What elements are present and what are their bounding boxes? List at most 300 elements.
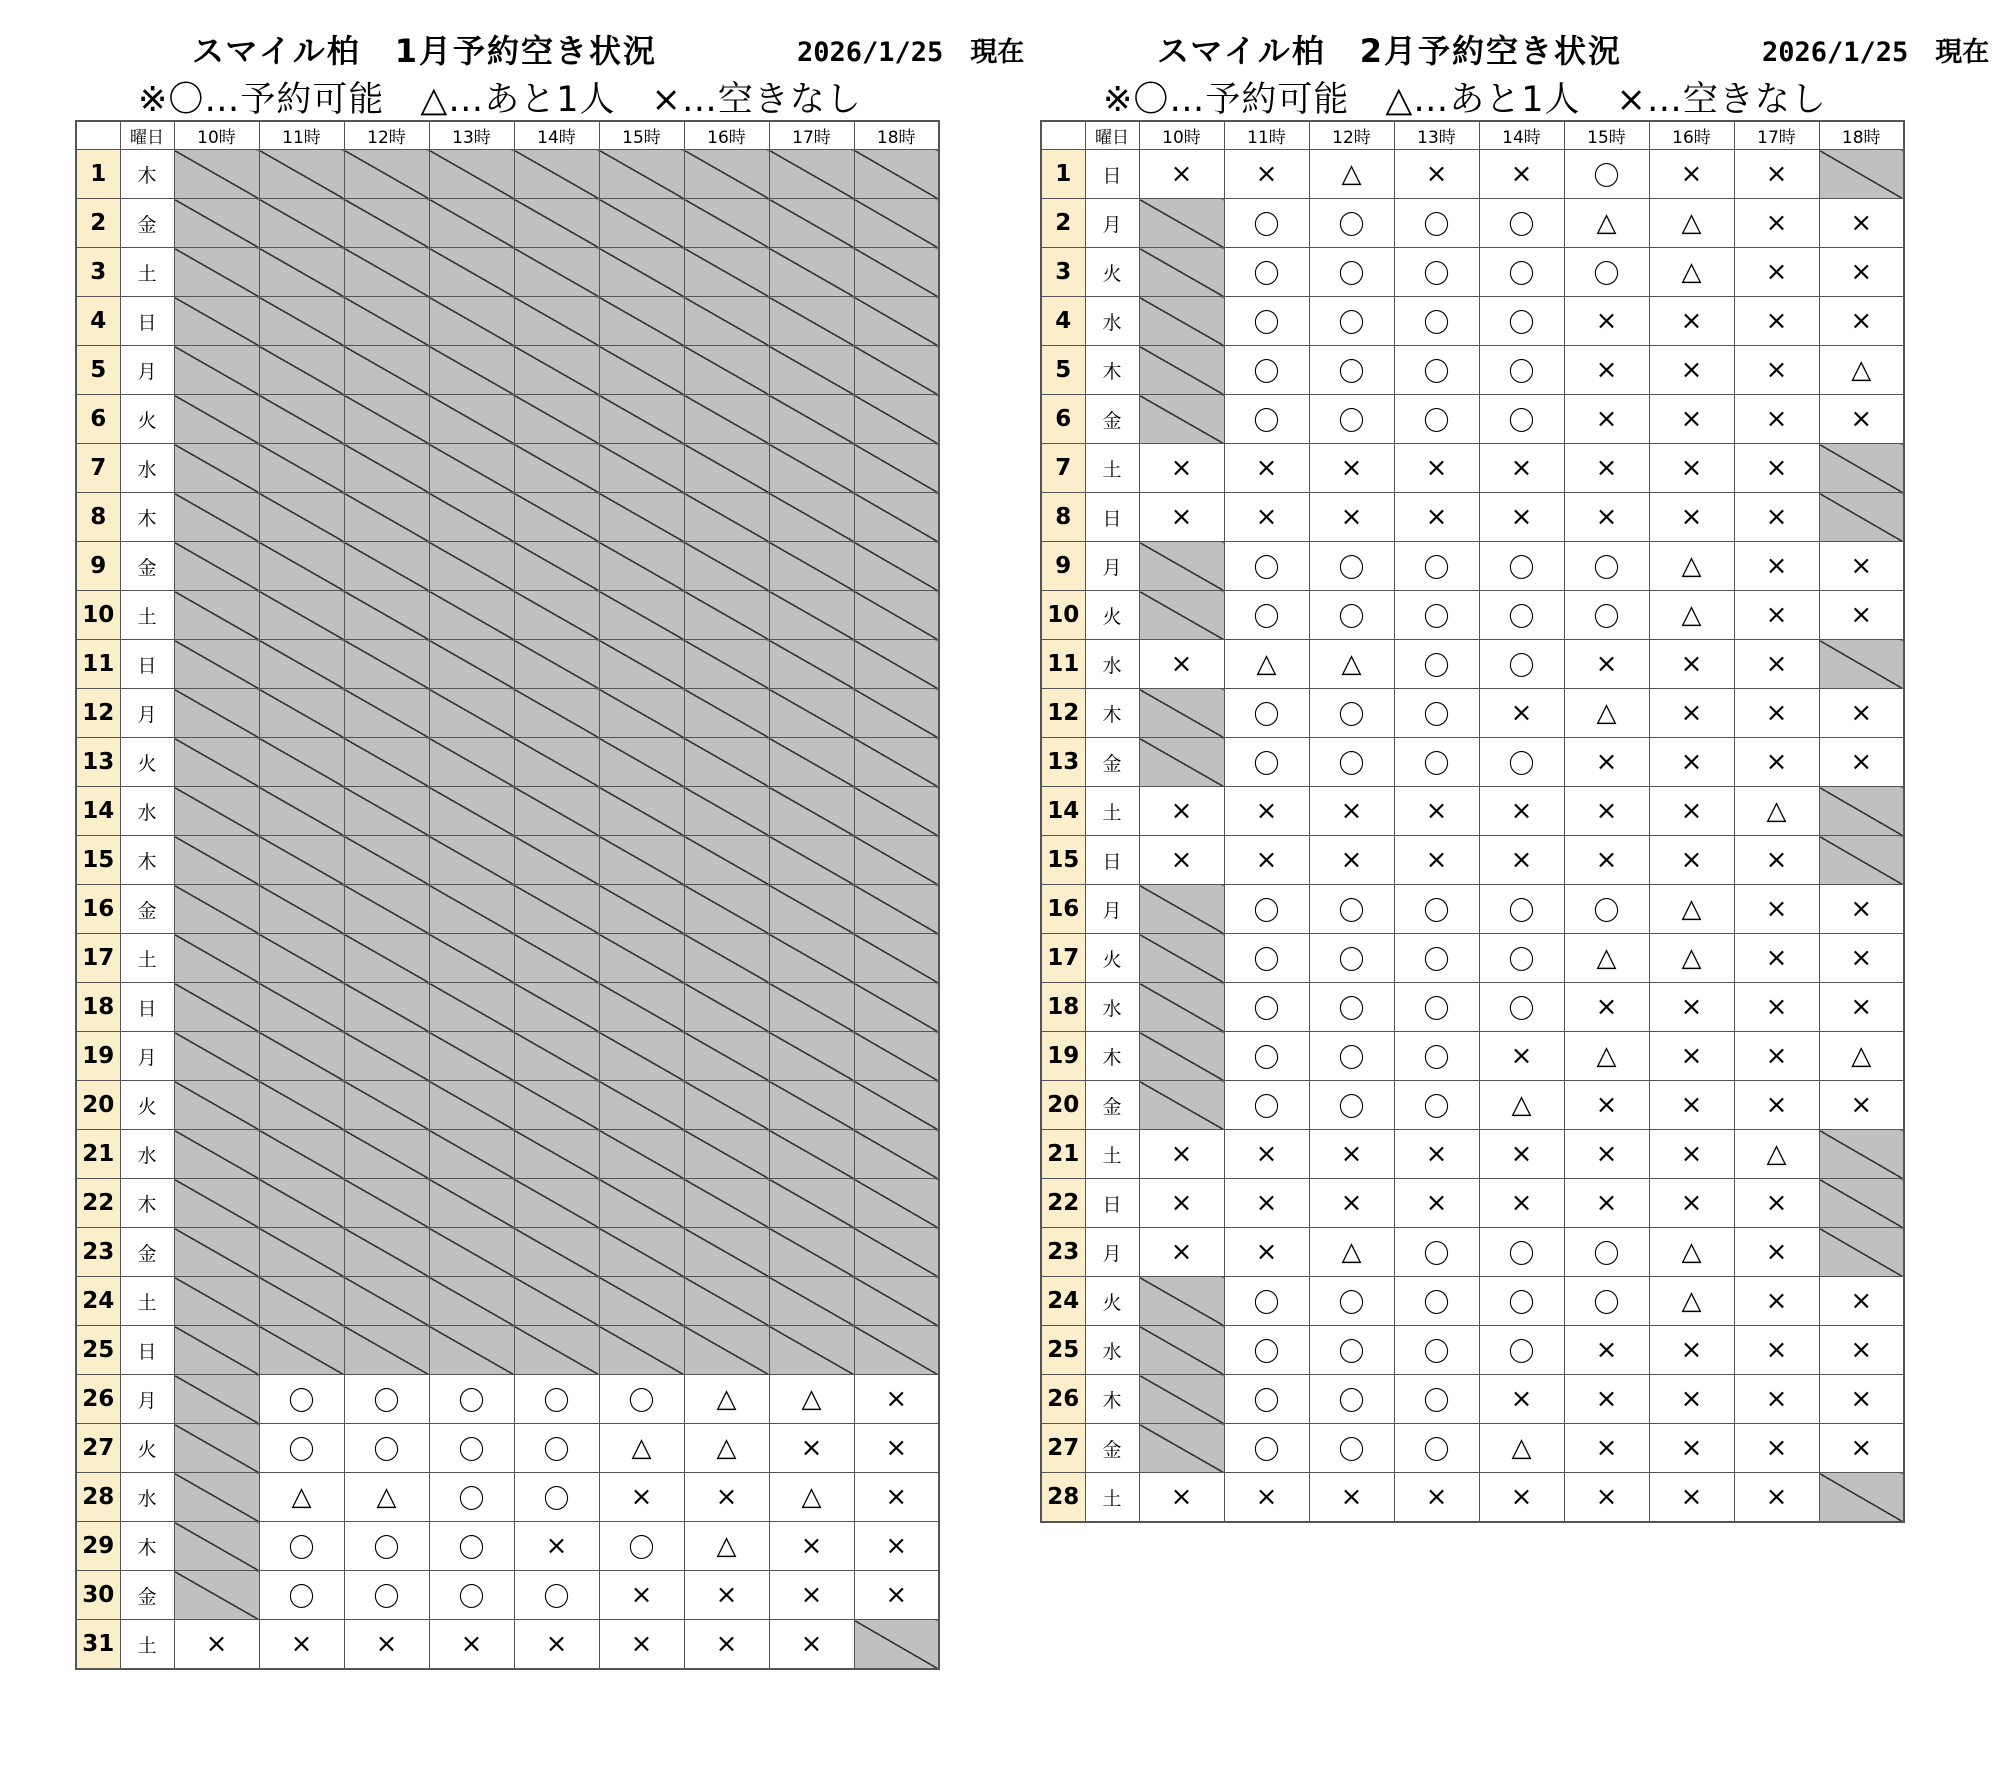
availability-slot: × [1819, 738, 1904, 787]
closed-slot [599, 542, 684, 591]
closed-slot [259, 934, 344, 983]
closed-slot [684, 297, 769, 346]
closed-slot [344, 1277, 429, 1326]
weekday-cell: 木 [1085, 1032, 1139, 1081]
day-row [1041, 1277, 1904, 1326]
closed-slot [259, 1228, 344, 1277]
closed-slot [769, 1228, 854, 1277]
weekday-cell: 月 [1085, 199, 1139, 248]
closed-slot [854, 444, 939, 493]
closed-slot [429, 444, 514, 493]
availability-slot: × [1734, 1473, 1819, 1523]
weekday-cell: 月 [120, 1032, 174, 1081]
availability-slot: △ [1309, 1228, 1394, 1277]
availability-slot: 〇 [1224, 542, 1309, 591]
closed-slot [259, 493, 344, 542]
availability-slot: × [1564, 1081, 1649, 1130]
availability-slot: 〇 [1394, 983, 1479, 1032]
weekday-cell: 火 [120, 395, 174, 444]
closed-slot [174, 444, 259, 493]
day-number: 27 [76, 1424, 120, 1473]
availability-slot: 〇 [429, 1473, 514, 1522]
day-number: 5 [76, 346, 120, 395]
day-row [76, 493, 939, 542]
day-row [1041, 983, 1904, 1032]
availability-slot: 〇 [1479, 1228, 1564, 1277]
availability-slot: × [599, 1571, 684, 1620]
availability-slot: × [1734, 1179, 1819, 1228]
closed-slot [259, 248, 344, 297]
closed-slot [344, 591, 429, 640]
availability-slot: 〇 [1224, 199, 1309, 248]
closed-slot [344, 787, 429, 836]
hour-header: 16時 [684, 121, 769, 150]
weekday-cell: 土 [1085, 787, 1139, 836]
day-number: 21 [76, 1130, 120, 1179]
availability-slot: × [1564, 444, 1649, 493]
day-number: 8 [76, 493, 120, 542]
availability-slot: × [1309, 444, 1394, 493]
weekday-cell: 金 [1085, 1081, 1139, 1130]
availability-slot: 〇 [259, 1424, 344, 1473]
day-number: 16 [1041, 885, 1085, 934]
day-row [76, 1032, 939, 1081]
day-row [1041, 542, 1904, 591]
availability-slot: 〇 [1564, 542, 1649, 591]
hour-header: 10時 [174, 121, 259, 150]
closed-slot [514, 738, 599, 787]
closed-slot [514, 591, 599, 640]
closed-slot [854, 1032, 939, 1081]
closed-slot [769, 1081, 854, 1130]
closed-slot [259, 689, 344, 738]
availability-slot: × [1139, 1179, 1224, 1228]
day-row [1041, 444, 1904, 493]
day-row [76, 738, 939, 787]
weekday-cell: 木 [120, 836, 174, 885]
availability-slot: × [1819, 1424, 1904, 1473]
weekday-cell: 木 [1085, 346, 1139, 395]
availability-slot: 〇 [1564, 1277, 1649, 1326]
weekday-cell: 月 [1085, 542, 1139, 591]
day-number: 5 [1041, 346, 1085, 395]
closed-slot [854, 836, 939, 885]
availability-slot: 〇 [1224, 885, 1309, 934]
day-number: 7 [1041, 444, 1085, 493]
closed-slot [599, 150, 684, 199]
hour-header: 14時 [1479, 121, 1564, 150]
hour-header: 13時 [1394, 121, 1479, 150]
closed-slot [599, 1081, 684, 1130]
availability-slot: × [769, 1620, 854, 1670]
availability-slot: 〇 [1394, 1277, 1479, 1326]
closed-slot [769, 1326, 854, 1375]
availability-slot: △ [769, 1473, 854, 1522]
day-row [1041, 493, 1904, 542]
january-title: スマイル柏 1月予約空き状況 [192, 32, 657, 70]
closed-slot [769, 346, 854, 395]
closed-slot [684, 542, 769, 591]
weekday-cell: 火 [1085, 1277, 1139, 1326]
closed-slot [1139, 934, 1224, 983]
availability-slot: × [1479, 787, 1564, 836]
availability-slot: 〇 [1224, 395, 1309, 444]
hour-header: 18時 [854, 121, 939, 150]
availability-slot: △ [1649, 542, 1734, 591]
availability-slot: 〇 [1394, 395, 1479, 444]
closed-slot [344, 297, 429, 346]
day-row [76, 199, 939, 248]
availability-slot: △ [1649, 248, 1734, 297]
availability-slot: × [1479, 689, 1564, 738]
availability-slot: × [1139, 444, 1224, 493]
closed-slot [684, 1179, 769, 1228]
hour-header: 11時 [259, 121, 344, 150]
availability-slot: × [1479, 1032, 1564, 1081]
availability-slot: △ [684, 1375, 769, 1424]
availability-slot: × [1139, 1473, 1224, 1523]
closed-slot [429, 542, 514, 591]
availability-slot: × [1734, 199, 1819, 248]
closed-slot [429, 1277, 514, 1326]
availability-slot: 〇 [344, 1522, 429, 1571]
closed-slot [429, 836, 514, 885]
day-number: 27 [1041, 1424, 1085, 1473]
closed-slot [769, 1130, 854, 1179]
day-number: 29 [76, 1522, 120, 1571]
day-number: 6 [76, 395, 120, 444]
weekday-cell: 土 [120, 934, 174, 983]
availability-slot: × [1819, 689, 1904, 738]
day-number: 28 [1041, 1473, 1085, 1523]
closed-slot [599, 1179, 684, 1228]
weekday-cell: 金 [120, 1571, 174, 1620]
closed-slot [769, 395, 854, 444]
day-number: 3 [76, 248, 120, 297]
closed-slot [684, 787, 769, 836]
day-row [76, 150, 939, 199]
availability-slot: × [344, 1620, 429, 1670]
availability-slot: × [259, 1620, 344, 1670]
day-number: 25 [76, 1326, 120, 1375]
closed-slot [514, 1081, 599, 1130]
closed-slot [514, 689, 599, 738]
availability-slot: 〇 [1479, 934, 1564, 983]
closed-slot [514, 1326, 599, 1375]
closed-slot [514, 542, 599, 591]
availability-slot: × [1819, 1326, 1904, 1375]
day-row [76, 689, 939, 738]
availability-slot: × [1224, 493, 1309, 542]
closed-slot [1819, 1179, 1904, 1228]
availability-slot: × [1649, 346, 1734, 395]
day-number: 26 [76, 1375, 120, 1424]
availability-slot: × [1819, 591, 1904, 640]
closed-slot [599, 395, 684, 444]
availability-slot: 〇 [1309, 1424, 1394, 1473]
weekday-cell: 月 [1085, 885, 1139, 934]
availability-slot: × [1734, 1228, 1819, 1277]
closed-slot [344, 346, 429, 395]
day-row [1041, 1179, 1904, 1228]
january-header-row [76, 121, 939, 150]
availability-slot: 〇 [1479, 640, 1564, 689]
availability-slot: 〇 [1479, 248, 1564, 297]
availability-slot: △ [259, 1473, 344, 1522]
closed-slot [769, 444, 854, 493]
weekday-cell: 月 [1085, 1228, 1139, 1277]
availability-slot: △ [1564, 934, 1649, 983]
hour-header: 12時 [344, 121, 429, 150]
day-row [1041, 1130, 1904, 1179]
availability-slot: × [1139, 493, 1224, 542]
closed-slot [259, 1326, 344, 1375]
availability-slot: 〇 [1224, 934, 1309, 983]
weekday-cell: 日 [1085, 1179, 1139, 1228]
availability-slot: 〇 [1309, 346, 1394, 395]
availability-slot: 〇 [1394, 591, 1479, 640]
availability-slot: 〇 [344, 1375, 429, 1424]
closed-slot [514, 934, 599, 983]
availability-slot: △ [1309, 150, 1394, 199]
closed-slot [599, 1277, 684, 1326]
closed-slot [429, 493, 514, 542]
february-header-row [1041, 121, 1904, 150]
january-legend: ※〇…予約可能 △…あと1人 ×…空きなし [138, 80, 862, 120]
closed-slot [684, 1228, 769, 1277]
closed-slot [854, 640, 939, 689]
closed-slot [344, 1081, 429, 1130]
closed-slot [1139, 1277, 1224, 1326]
closed-slot [259, 297, 344, 346]
closed-slot [174, 689, 259, 738]
closed-slot [1139, 346, 1224, 395]
closed-slot [854, 297, 939, 346]
availability-slot: 〇 [514, 1375, 599, 1424]
availability-slot: × [1224, 1228, 1309, 1277]
day-number: 24 [1041, 1277, 1085, 1326]
day-row [76, 591, 939, 640]
availability-slot: 〇 [1309, 1081, 1394, 1130]
closed-slot [684, 1130, 769, 1179]
closed-slot [174, 346, 259, 395]
closed-slot [259, 787, 344, 836]
closed-slot [1139, 591, 1224, 640]
availability-slot: △ [1819, 1032, 1904, 1081]
availability-slot: × [1394, 150, 1479, 199]
availability-slot: × [1564, 1424, 1649, 1473]
day-number: 10 [1041, 591, 1085, 640]
hour-header: 16時 [1649, 121, 1734, 150]
day-row [1041, 738, 1904, 787]
february-legend: ※〇…予約可能 △…あと1人 ×…空きなし [1103, 80, 1827, 120]
closed-slot [344, 1179, 429, 1228]
closed-slot [599, 1228, 684, 1277]
availability-slot: × [1734, 1424, 1819, 1473]
availability-slot: △ [1564, 1032, 1649, 1081]
day-row [1041, 297, 1904, 346]
february-table-body [1041, 150, 1904, 1523]
hour-header: 15時 [1564, 121, 1649, 150]
closed-slot [684, 395, 769, 444]
corner-cell [1041, 121, 1085, 150]
closed-slot [769, 199, 854, 248]
closed-slot [854, 248, 939, 297]
availability-slot: 〇 [259, 1375, 344, 1424]
day-row [76, 787, 939, 836]
day-row [1041, 591, 1904, 640]
availability-slot: 〇 [1564, 1228, 1649, 1277]
closed-slot [684, 983, 769, 1032]
availability-slot: × [1649, 640, 1734, 689]
closed-slot [599, 983, 684, 1032]
closed-slot [514, 297, 599, 346]
availability-slot: × [1649, 297, 1734, 346]
closed-slot [769, 493, 854, 542]
day-number: 8 [1041, 493, 1085, 542]
closed-slot [684, 444, 769, 493]
availability-slot: × [1309, 836, 1394, 885]
closed-slot [429, 150, 514, 199]
availability-slot: × [1649, 1032, 1734, 1081]
availability-slot: 〇 [1224, 1081, 1309, 1130]
closed-slot [599, 1032, 684, 1081]
closed-slot [854, 1277, 939, 1326]
day-number: 23 [1041, 1228, 1085, 1277]
day-number: 12 [1041, 689, 1085, 738]
closed-slot [684, 885, 769, 934]
closed-slot [599, 591, 684, 640]
closed-slot [684, 640, 769, 689]
closed-slot [854, 934, 939, 983]
closed-slot [854, 1620, 939, 1670]
closed-slot [1139, 1424, 1224, 1473]
weekday-cell: 金 [120, 542, 174, 591]
availability-slot: △ [1564, 199, 1649, 248]
closed-slot [769, 1032, 854, 1081]
availability-slot: × [854, 1571, 939, 1620]
day-number: 16 [76, 885, 120, 934]
closed-slot [259, 199, 344, 248]
hour-header: 17時 [769, 121, 854, 150]
closed-slot [1819, 787, 1904, 836]
availability-slot: × [1479, 1375, 1564, 1424]
day-row [1041, 689, 1904, 738]
availability-slot: 〇 [1479, 395, 1564, 444]
closed-slot [174, 1522, 259, 1571]
closed-slot [1139, 542, 1224, 591]
availability-slot: 〇 [1309, 983, 1394, 1032]
closed-slot [344, 542, 429, 591]
closed-slot [854, 689, 939, 738]
closed-slot [1819, 836, 1904, 885]
closed-slot [429, 1326, 514, 1375]
weekday-cell: 火 [120, 1081, 174, 1130]
day-row [1041, 787, 1904, 836]
day-number: 11 [1041, 640, 1085, 689]
availability-slot: △ [1479, 1081, 1564, 1130]
closed-slot [174, 1130, 259, 1179]
closed-slot [769, 591, 854, 640]
closed-slot [514, 983, 599, 1032]
closed-slot [259, 640, 344, 689]
closed-slot [769, 934, 854, 983]
weekday-cell: 木 [120, 1179, 174, 1228]
availability-slot: × [1564, 640, 1649, 689]
hour-header: 13時 [429, 121, 514, 150]
closed-slot [174, 395, 259, 444]
day-row [76, 395, 939, 444]
day-row [1041, 1228, 1904, 1277]
availability-slot: 〇 [344, 1571, 429, 1620]
availability-slot: × [1734, 1375, 1819, 1424]
availability-slot: × [1564, 297, 1649, 346]
closed-slot [514, 1179, 599, 1228]
day-number: 2 [76, 199, 120, 248]
closed-slot [344, 1130, 429, 1179]
availability-slot: 〇 [1309, 689, 1394, 738]
closed-slot [854, 493, 939, 542]
hour-header: 14時 [514, 121, 599, 150]
availability-slot: 〇 [599, 1522, 684, 1571]
closed-slot [1139, 395, 1224, 444]
availability-slot: × [1479, 836, 1564, 885]
availability-slot: 〇 [1394, 1032, 1479, 1081]
day-number: 25 [1041, 1326, 1085, 1375]
closed-slot [1819, 150, 1904, 199]
closed-slot [174, 1326, 259, 1375]
hour-header: 15時 [599, 121, 684, 150]
weekday-cell: 土 [120, 1277, 174, 1326]
closed-slot [344, 885, 429, 934]
closed-slot [684, 199, 769, 248]
closed-slot [599, 934, 684, 983]
availability-slot: △ [1479, 1424, 1564, 1473]
day-number: 13 [1041, 738, 1085, 787]
weekday-cell: 水 [1085, 983, 1139, 1032]
day-row [76, 983, 939, 1032]
availability-slot: 〇 [514, 1473, 599, 1522]
hour-header: 18時 [1819, 121, 1904, 150]
availability-slot: × [854, 1522, 939, 1571]
weekday-cell: 金 [120, 1228, 174, 1277]
weekday-cell: 木 [120, 493, 174, 542]
availability-slot: 〇 [1309, 395, 1394, 444]
availability-slot: 〇 [1309, 542, 1394, 591]
closed-slot [429, 689, 514, 738]
day-row [76, 1326, 939, 1375]
availability-slot: × [1734, 542, 1819, 591]
availability-slot: 〇 [1479, 591, 1564, 640]
weekday-cell: 水 [120, 444, 174, 493]
closed-slot [514, 1277, 599, 1326]
closed-slot [259, 885, 344, 934]
availability-slot: 〇 [1394, 346, 1479, 395]
availability-slot: 〇 [1394, 248, 1479, 297]
weekday-cell: 土 [1085, 1130, 1139, 1179]
day-row [1041, 248, 1904, 297]
day-row [76, 248, 939, 297]
availability-slot: △ [1819, 346, 1904, 395]
closed-slot [429, 1228, 514, 1277]
availability-slot: × [1224, 150, 1309, 199]
day-row [76, 1179, 939, 1228]
hour-header: 11時 [1224, 121, 1309, 150]
availability-slot: × [769, 1571, 854, 1620]
closed-slot [174, 1473, 259, 1522]
closed-slot [344, 1032, 429, 1081]
availability-slot: × [1394, 444, 1479, 493]
